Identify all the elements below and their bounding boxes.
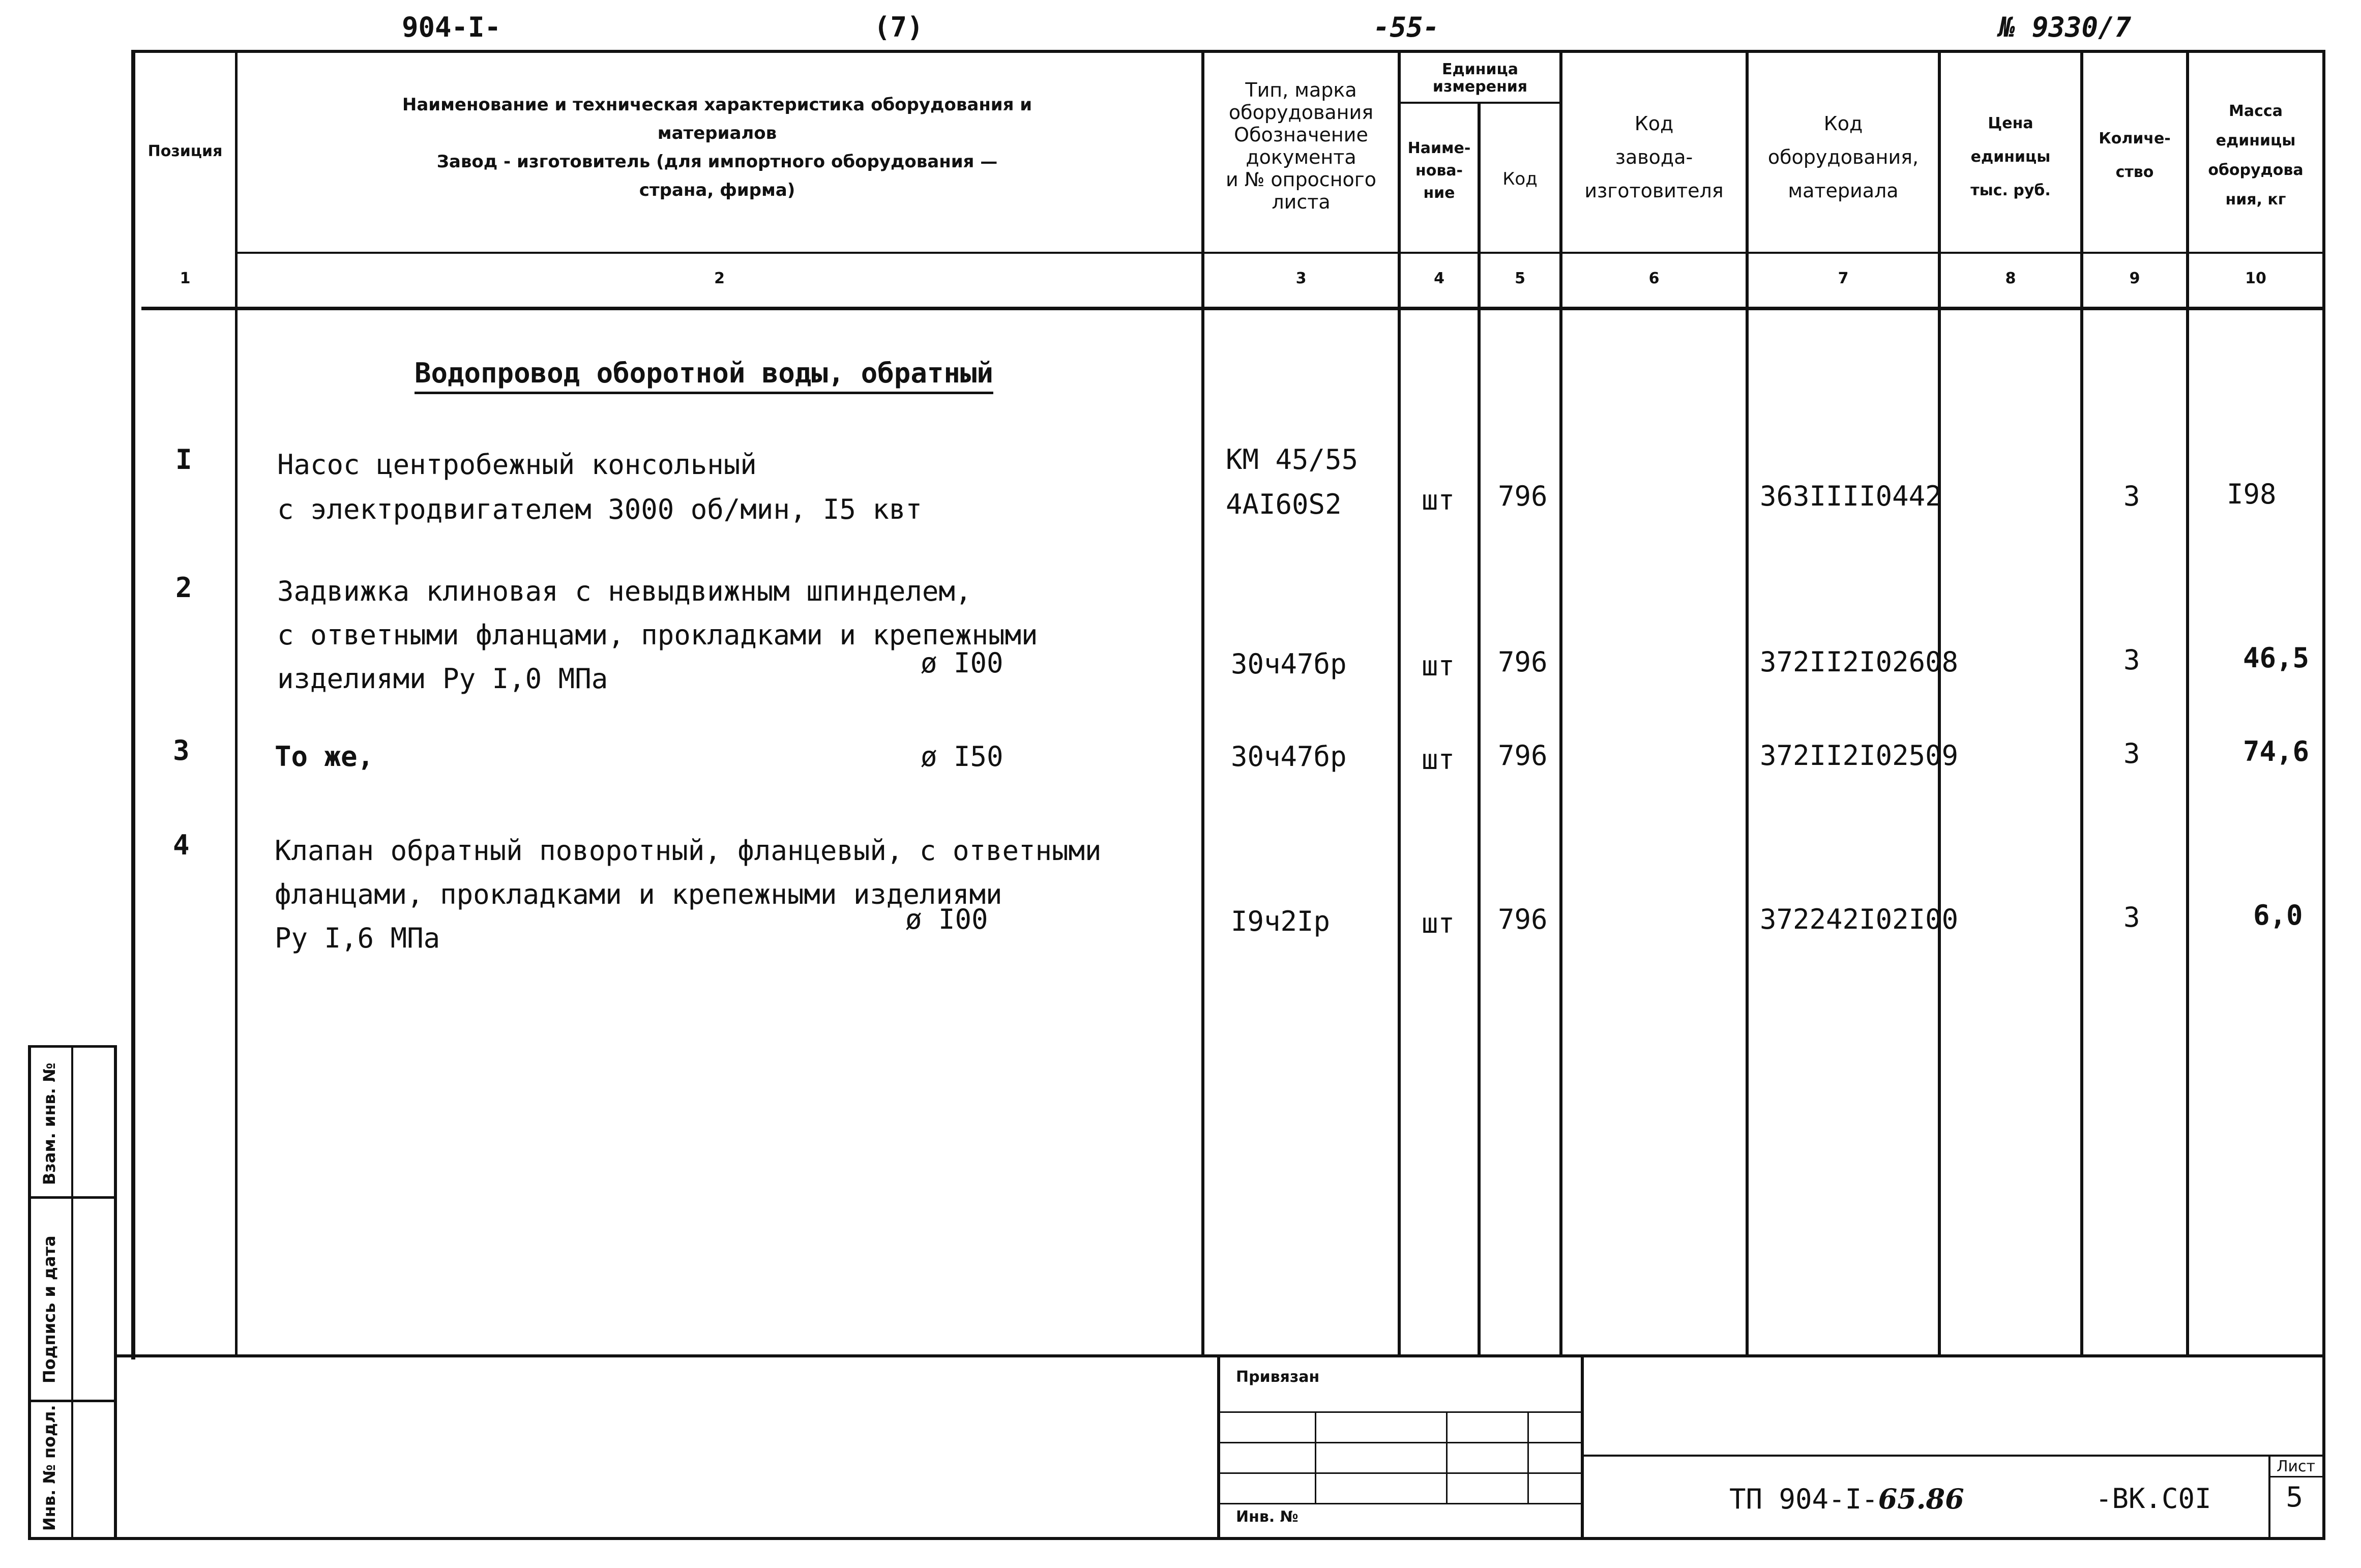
col-divider-8 xyxy=(2080,50,2083,1354)
series-number: 904-I- xyxy=(402,11,501,43)
header-position: Позиция xyxy=(147,142,223,160)
row-1-qty: 3 xyxy=(2123,480,2140,512)
row-2-equip-code: 372II2I02608 xyxy=(1760,646,1959,678)
stamp-inner-divider xyxy=(71,1045,73,1540)
header-unit-group: Единица измерения xyxy=(1432,61,1528,96)
row-2-unit: шт xyxy=(1422,650,1455,682)
sheet-cell-left xyxy=(2268,1455,2270,1537)
frame-left xyxy=(131,50,135,1359)
stamp-top xyxy=(28,1045,117,1048)
stamp-row-1 xyxy=(28,1196,117,1199)
row-3-mass: 74,6 xyxy=(2243,735,2310,767)
row-3-position: 3 xyxy=(173,734,190,766)
row-2-type: 30ч47бр xyxy=(1231,648,1347,680)
row-2-position: 2 xyxy=(175,572,192,604)
tb-h4 xyxy=(1220,1503,1581,1504)
tb-v3 xyxy=(1527,1411,1529,1503)
row-3-unit: шт xyxy=(1422,744,1455,776)
col-num-8: 8 xyxy=(2005,270,2016,287)
row-3-equip-code: 372II2I02509 xyxy=(1760,739,1959,772)
unit-group-divider xyxy=(1401,102,1559,104)
document-code-prefix: ТП 904-I- xyxy=(1729,1483,1878,1515)
row-4-unit-code: 796 xyxy=(1498,903,1548,935)
row-2-unit-code: 796 xyxy=(1498,646,1548,678)
tb-h3 xyxy=(1220,1472,1581,1474)
header-name: Наименование и техническая характеристика оборудования и материалов Завод - изготовитель (для импортного оборудования — страна, фирма) xyxy=(402,95,1032,200)
header-unit-name: Наиме- нова- ние xyxy=(1407,139,1471,202)
stamp-right-border xyxy=(114,1045,117,1540)
document-number: № 9330/7 xyxy=(1999,11,2132,43)
title-block-mid xyxy=(1581,1354,1584,1540)
row-2-qty: 3 xyxy=(2123,644,2140,676)
col-num-1: 1 xyxy=(180,270,191,287)
header-price: Цена единицы тыс. руб. xyxy=(1970,114,2051,199)
stamp-replace-inv: Взам. инв. № xyxy=(40,1062,59,1185)
row-3-unit-code: 796 xyxy=(1498,739,1548,772)
col-divider-6 xyxy=(1746,50,1749,1354)
tb-right-h xyxy=(1584,1455,2325,1457)
header-unit-code: Код xyxy=(1502,169,1538,189)
header-plant-code: Код завода- изготовителя xyxy=(1584,112,1724,202)
row-2-dia: ø I00 xyxy=(921,647,1004,679)
col-divider-5 xyxy=(1559,50,1562,1354)
header-bottom xyxy=(235,252,2322,254)
row-3-dia: ø I50 xyxy=(921,741,1004,773)
row-1-unit-code: 796 xyxy=(1498,480,1548,512)
row-1-position: I xyxy=(175,443,192,476)
stamp-inv-original: Инв. № подл. xyxy=(40,1405,59,1531)
document-code-handwritten: 65.86 xyxy=(1878,1483,1964,1515)
row-1-equip-code: 363IIII0442 xyxy=(1760,480,1942,512)
mark-number: (7) xyxy=(874,11,924,43)
table-bottom xyxy=(117,1354,2325,1357)
row-3-name: То же, xyxy=(275,741,374,773)
col-divider-9 xyxy=(2186,50,2189,1354)
header-equip-code: Код оборудования, материала xyxy=(1767,112,1919,202)
col-num-9: 9 xyxy=(2129,270,2140,287)
col-num-4: 4 xyxy=(1434,270,1444,287)
row-2-name: Задвижка клиновая с невыдвижным шпинделем, с ответными фланцами, прокладками и крепежными изделиями Ру I,0 МПа xyxy=(277,575,1038,695)
sheet-cell-h xyxy=(2270,1476,2325,1477)
row-1-type: КМ 45/55 4AI60S2 xyxy=(1226,443,1359,520)
col-divider-2 xyxy=(1201,50,1204,1354)
header-qty: Количе- ство xyxy=(2099,130,2171,181)
row-4-type: I9ч2Iр xyxy=(1231,905,1331,937)
attached-label: Привязан xyxy=(1236,1368,1320,1386)
page-number: -55- xyxy=(1373,11,1440,43)
col-num-3: 3 xyxy=(1295,270,1307,287)
frame-top xyxy=(131,50,2325,53)
document-suffix: -ВК.С0I xyxy=(2096,1483,2211,1515)
col-num-6: 6 xyxy=(1648,270,1660,287)
col-num-7: 7 xyxy=(1838,270,1849,287)
section-title: Водопровод оборотной воды, обратный xyxy=(415,357,993,389)
col-divider-4 xyxy=(1478,102,1481,1354)
row-1-mass: I98 xyxy=(2227,478,2277,510)
sheet-label: Лист xyxy=(2277,1458,2316,1475)
row-1-unit: шт xyxy=(1422,484,1455,516)
row-4-name: Клапан обратный поворотный, фланцевый, с ответными фланцами, прокладками и крепежными изделиями Ру I,6 МПа xyxy=(275,835,1102,954)
col-divider-1 xyxy=(235,50,238,1354)
col-num-2: 2 xyxy=(714,270,725,287)
tb-h2 xyxy=(1220,1442,1581,1443)
frame-bottom xyxy=(28,1537,2325,1540)
col-divider-7 xyxy=(1938,50,1941,1354)
header-type: Тип, марка оборудования Обозначение документа и № опросного листа xyxy=(1225,79,1377,213)
row-4-position: 4 xyxy=(173,829,190,861)
row-4-unit: шт xyxy=(1422,907,1455,939)
document-code xyxy=(1729,1483,1964,1515)
col-num-5: 5 xyxy=(1515,270,1525,287)
colnum-bottom xyxy=(141,307,2322,310)
row-1-name: Насос центробежный консольный с электродвигателем 3000 об/мин, I5 квт xyxy=(277,449,922,525)
col-divider-3 xyxy=(1398,50,1401,1354)
row-4-equip-code: 372242I02I00 xyxy=(1760,903,1959,935)
frame-right xyxy=(2322,50,2325,1540)
row-2-mass: 46,5 xyxy=(2243,642,2310,674)
tb-h1 xyxy=(1220,1411,1581,1413)
row-4-qty: 3 xyxy=(2123,901,2140,933)
stamp-row-2 xyxy=(28,1400,117,1402)
header-mass: Масса единицы оборудова ния, кг xyxy=(2208,102,2304,209)
row-3-qty: 3 xyxy=(2123,737,2140,770)
col-num-10: 10 xyxy=(2245,270,2266,287)
row-4-dia: ø I00 xyxy=(905,903,988,935)
title-block-left xyxy=(1217,1354,1220,1540)
row-4-mass: 6,0 xyxy=(2253,899,2303,931)
inv-number-label: Инв. № xyxy=(1236,1508,1298,1526)
stamp-sign-date: Подпись и дата xyxy=(40,1235,59,1383)
tb-v1 xyxy=(1315,1411,1316,1503)
stamp-left-border xyxy=(28,1045,31,1540)
sheet-number: 5 xyxy=(2286,1481,2304,1513)
row-3-type: 30ч47бр xyxy=(1231,741,1347,773)
tb-v2 xyxy=(1446,1411,1448,1503)
